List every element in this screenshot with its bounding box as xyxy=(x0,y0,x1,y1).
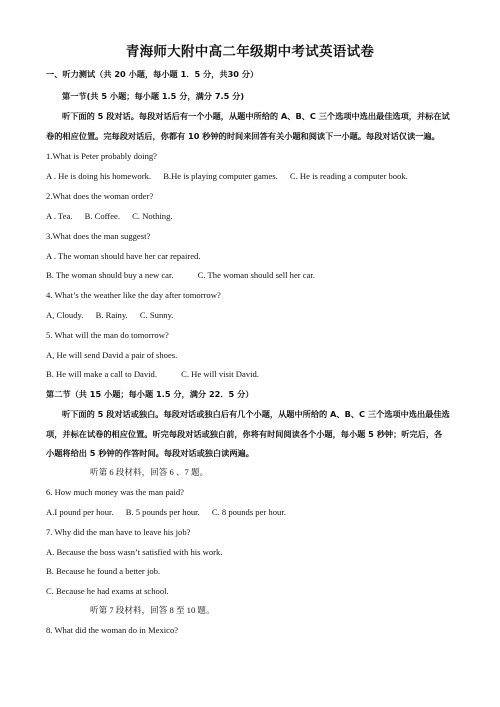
option-b: B. The woman should buy a new car. xyxy=(46,270,174,280)
option-b: B.He is playing computer games. xyxy=(163,171,278,181)
option-b: B. Rainy. xyxy=(95,310,128,320)
question-3-options-bc xyxy=(46,269,315,281)
part2-instructions-line1: 听下面的 5 段对话或独白。每段对话或独白后有几个小题，从题中所给的 A、B、C 三个选项中选出最佳选 xyxy=(62,409,450,419)
question-2: 2.What does the woman order? xyxy=(46,191,154,201)
question-6: 6. How much money was the man paid? xyxy=(46,487,184,497)
page-title: 青海师大附中高二年级期中考试英语试卷 xyxy=(125,44,375,60)
option-a: A . He is doing his homework. xyxy=(46,171,152,181)
option-c: C. The woman should sell her car. xyxy=(197,270,315,280)
section-heading: 一、听力测试（共 20 小题，每小题 1．5 分，共30 分） xyxy=(46,69,259,79)
part2-instructions-line2: 项，并标在试卷的相应位置。听完每段对话或独白前，你将有时间阅读各个小题，每小题 5 秒钟；听完后，各 xyxy=(46,429,443,439)
question-2-options xyxy=(46,210,173,222)
question-4-options xyxy=(46,309,173,321)
question-5-options-bc xyxy=(46,368,259,380)
option-a: A, Cloudy. xyxy=(46,310,84,320)
option-a: A.I pound per hour. xyxy=(46,507,114,517)
part1-heading: 第一节(共 5 小题；每小题 1.5 分，满分 7.5 分) xyxy=(62,91,245,101)
option-c: C. Sunny. xyxy=(139,310,174,320)
question-7-option-c: C. Because he had exams at school. xyxy=(46,586,169,596)
material-7-note: 听第 7 段材料，回答 8 至 10 题。 xyxy=(90,605,215,615)
option-b: B. 5 pounds per hour. xyxy=(125,507,200,517)
question-3: 3.What does the man suggest? xyxy=(46,231,151,241)
part2-heading: 第二节（共 15 小题；每小题 1.5 分，满分 22．5 分） xyxy=(46,389,254,399)
question-7: 7. Why did the man have to leave his job? xyxy=(46,527,191,537)
question-8: 8. What did the woman do in Mexico? xyxy=(46,625,179,635)
question-7-option-a: A. Because the boss wasn’t satisfied with his work. xyxy=(46,547,223,557)
question-3-option-a: A . The woman should have her car repaired. xyxy=(46,251,201,261)
option-c: C. He will visit David. xyxy=(181,369,259,379)
question-5-option-a: A, He will send David a pair of shoes. xyxy=(46,350,178,360)
question-7-option-b: B. Because he found a better job. xyxy=(46,566,161,576)
part1-instructions-line1: 听下面的 5 段对话。每段对话后有一个小题，从题中所给的 A、B、C 三个选项中选出最佳选项，并标在试 xyxy=(62,111,450,121)
question-1: 1.What is Peter probably doing? xyxy=(46,151,157,161)
option-b: B. He will make a call to David. xyxy=(46,369,157,379)
option-c: C. 8 pounds per hour. xyxy=(211,507,286,517)
material-6-note: 听第 6 段材料，回答 6 、7 题。 xyxy=(90,467,209,477)
part2-instructions-line3: 小题将给出 5 秒钟的作答时间。每段对话或独白读两遍。 xyxy=(46,448,254,458)
question-6-options xyxy=(46,506,286,518)
option-b: B. Coffee. xyxy=(84,211,121,221)
option-a: A . Tea. xyxy=(46,211,73,221)
question-5: 5. What will the man do tomorrow? xyxy=(46,330,169,340)
question-4: 4. What’s the weather like the day after tomorrow? xyxy=(46,290,221,300)
part1-instructions-line2: 卷的相应位置。完每段对话后，你都有 10 秒钟的时间来回答有关小题和阅读下一小题。每段对话仅读一遍。 xyxy=(46,131,440,141)
option-c: C. He is reading a computer book. xyxy=(289,171,408,181)
option-c: C. Nothing. xyxy=(132,211,173,221)
question-1-options xyxy=(46,170,408,182)
